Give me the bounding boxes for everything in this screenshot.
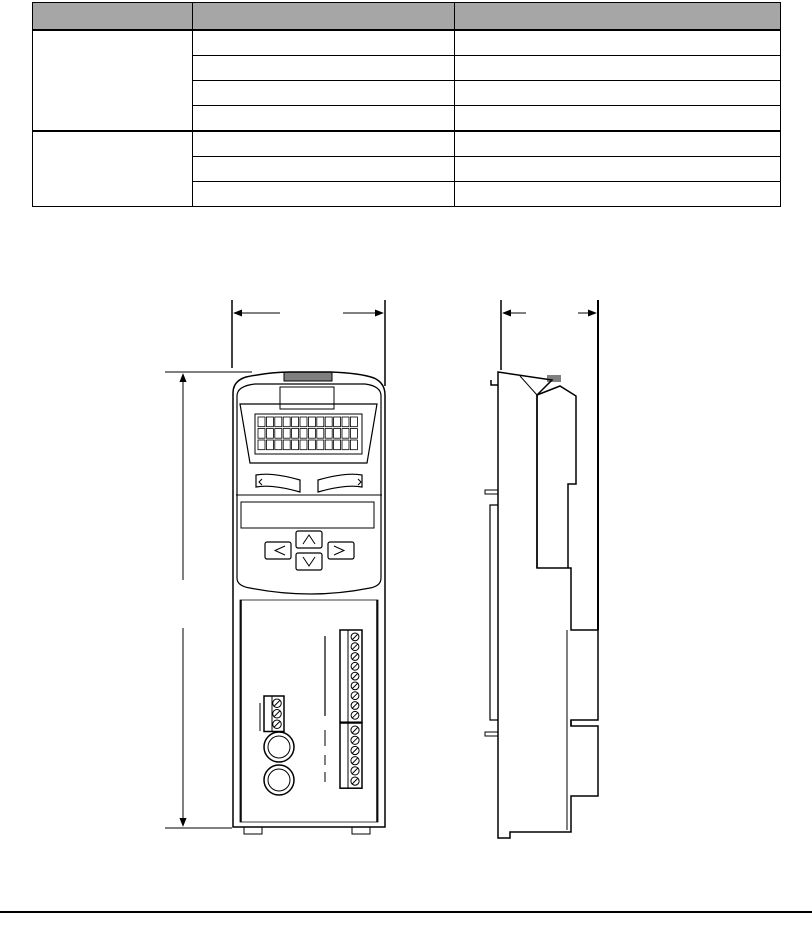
soft-key-left — [256, 474, 300, 492]
lcd-cell — [342, 440, 349, 450]
lcd-cell — [266, 429, 273, 439]
lcd-character-grid — [258, 417, 357, 450]
lcd-cell — [317, 440, 324, 450]
terminal-block-lower — [340, 723, 362, 788]
lcd-cell — [325, 440, 332, 450]
lcd-cell — [334, 417, 341, 427]
lcd-cell — [334, 429, 341, 439]
top-clip-tab — [284, 372, 332, 381]
soft-key-right — [318, 474, 362, 492]
bottom-foot — [352, 827, 370, 834]
arrow-keys — [265, 531, 354, 570]
terminal-block-small — [264, 696, 284, 732]
footer-rule — [0, 911, 812, 913]
lcd-cell — [258, 429, 265, 439]
lcd-cell — [334, 440, 341, 450]
lcd-cell — [350, 429, 357, 439]
lcd-cell — [325, 429, 332, 439]
terminal-block-upper — [340, 630, 362, 722]
lcd-cell — [325, 417, 332, 427]
lcd-cell — [317, 429, 324, 439]
lcd-cell — [342, 417, 349, 427]
lcd-cell — [308, 429, 315, 439]
display-label-strip — [280, 387, 334, 409]
label-panel — [241, 502, 374, 528]
lcd-cell — [308, 440, 315, 450]
bottom-foot — [244, 827, 262, 834]
top-clip-tab — [547, 375, 561, 382]
lcd-cell — [283, 440, 290, 450]
lcd-cell — [292, 429, 299, 439]
lcd-cell — [350, 440, 357, 450]
front-view — [233, 372, 385, 834]
height-dimension — [165, 372, 252, 828]
side-view — [485, 372, 598, 838]
lcd-cell — [258, 440, 265, 450]
lcd-cell — [342, 429, 349, 439]
depth-dimension — [501, 300, 598, 630]
lcd-cell — [266, 440, 273, 450]
lcd-cell — [300, 417, 307, 427]
lcd-cell — [283, 429, 290, 439]
lcd-cell — [275, 417, 282, 427]
lcd-cell — [266, 417, 273, 427]
lcd-cell — [300, 440, 307, 450]
lcd-cell — [292, 440, 299, 450]
lcd-cell — [275, 440, 282, 450]
lcd-cell — [300, 429, 307, 439]
lcd-cell — [258, 417, 265, 427]
lcd-cell — [308, 417, 315, 427]
lcd-cell — [283, 417, 290, 427]
lcd-cell — [317, 417, 324, 427]
lcd-cell — [350, 417, 357, 427]
lcd-cell — [292, 417, 299, 427]
keypad-module — [237, 384, 381, 594]
lcd-cell — [275, 429, 282, 439]
